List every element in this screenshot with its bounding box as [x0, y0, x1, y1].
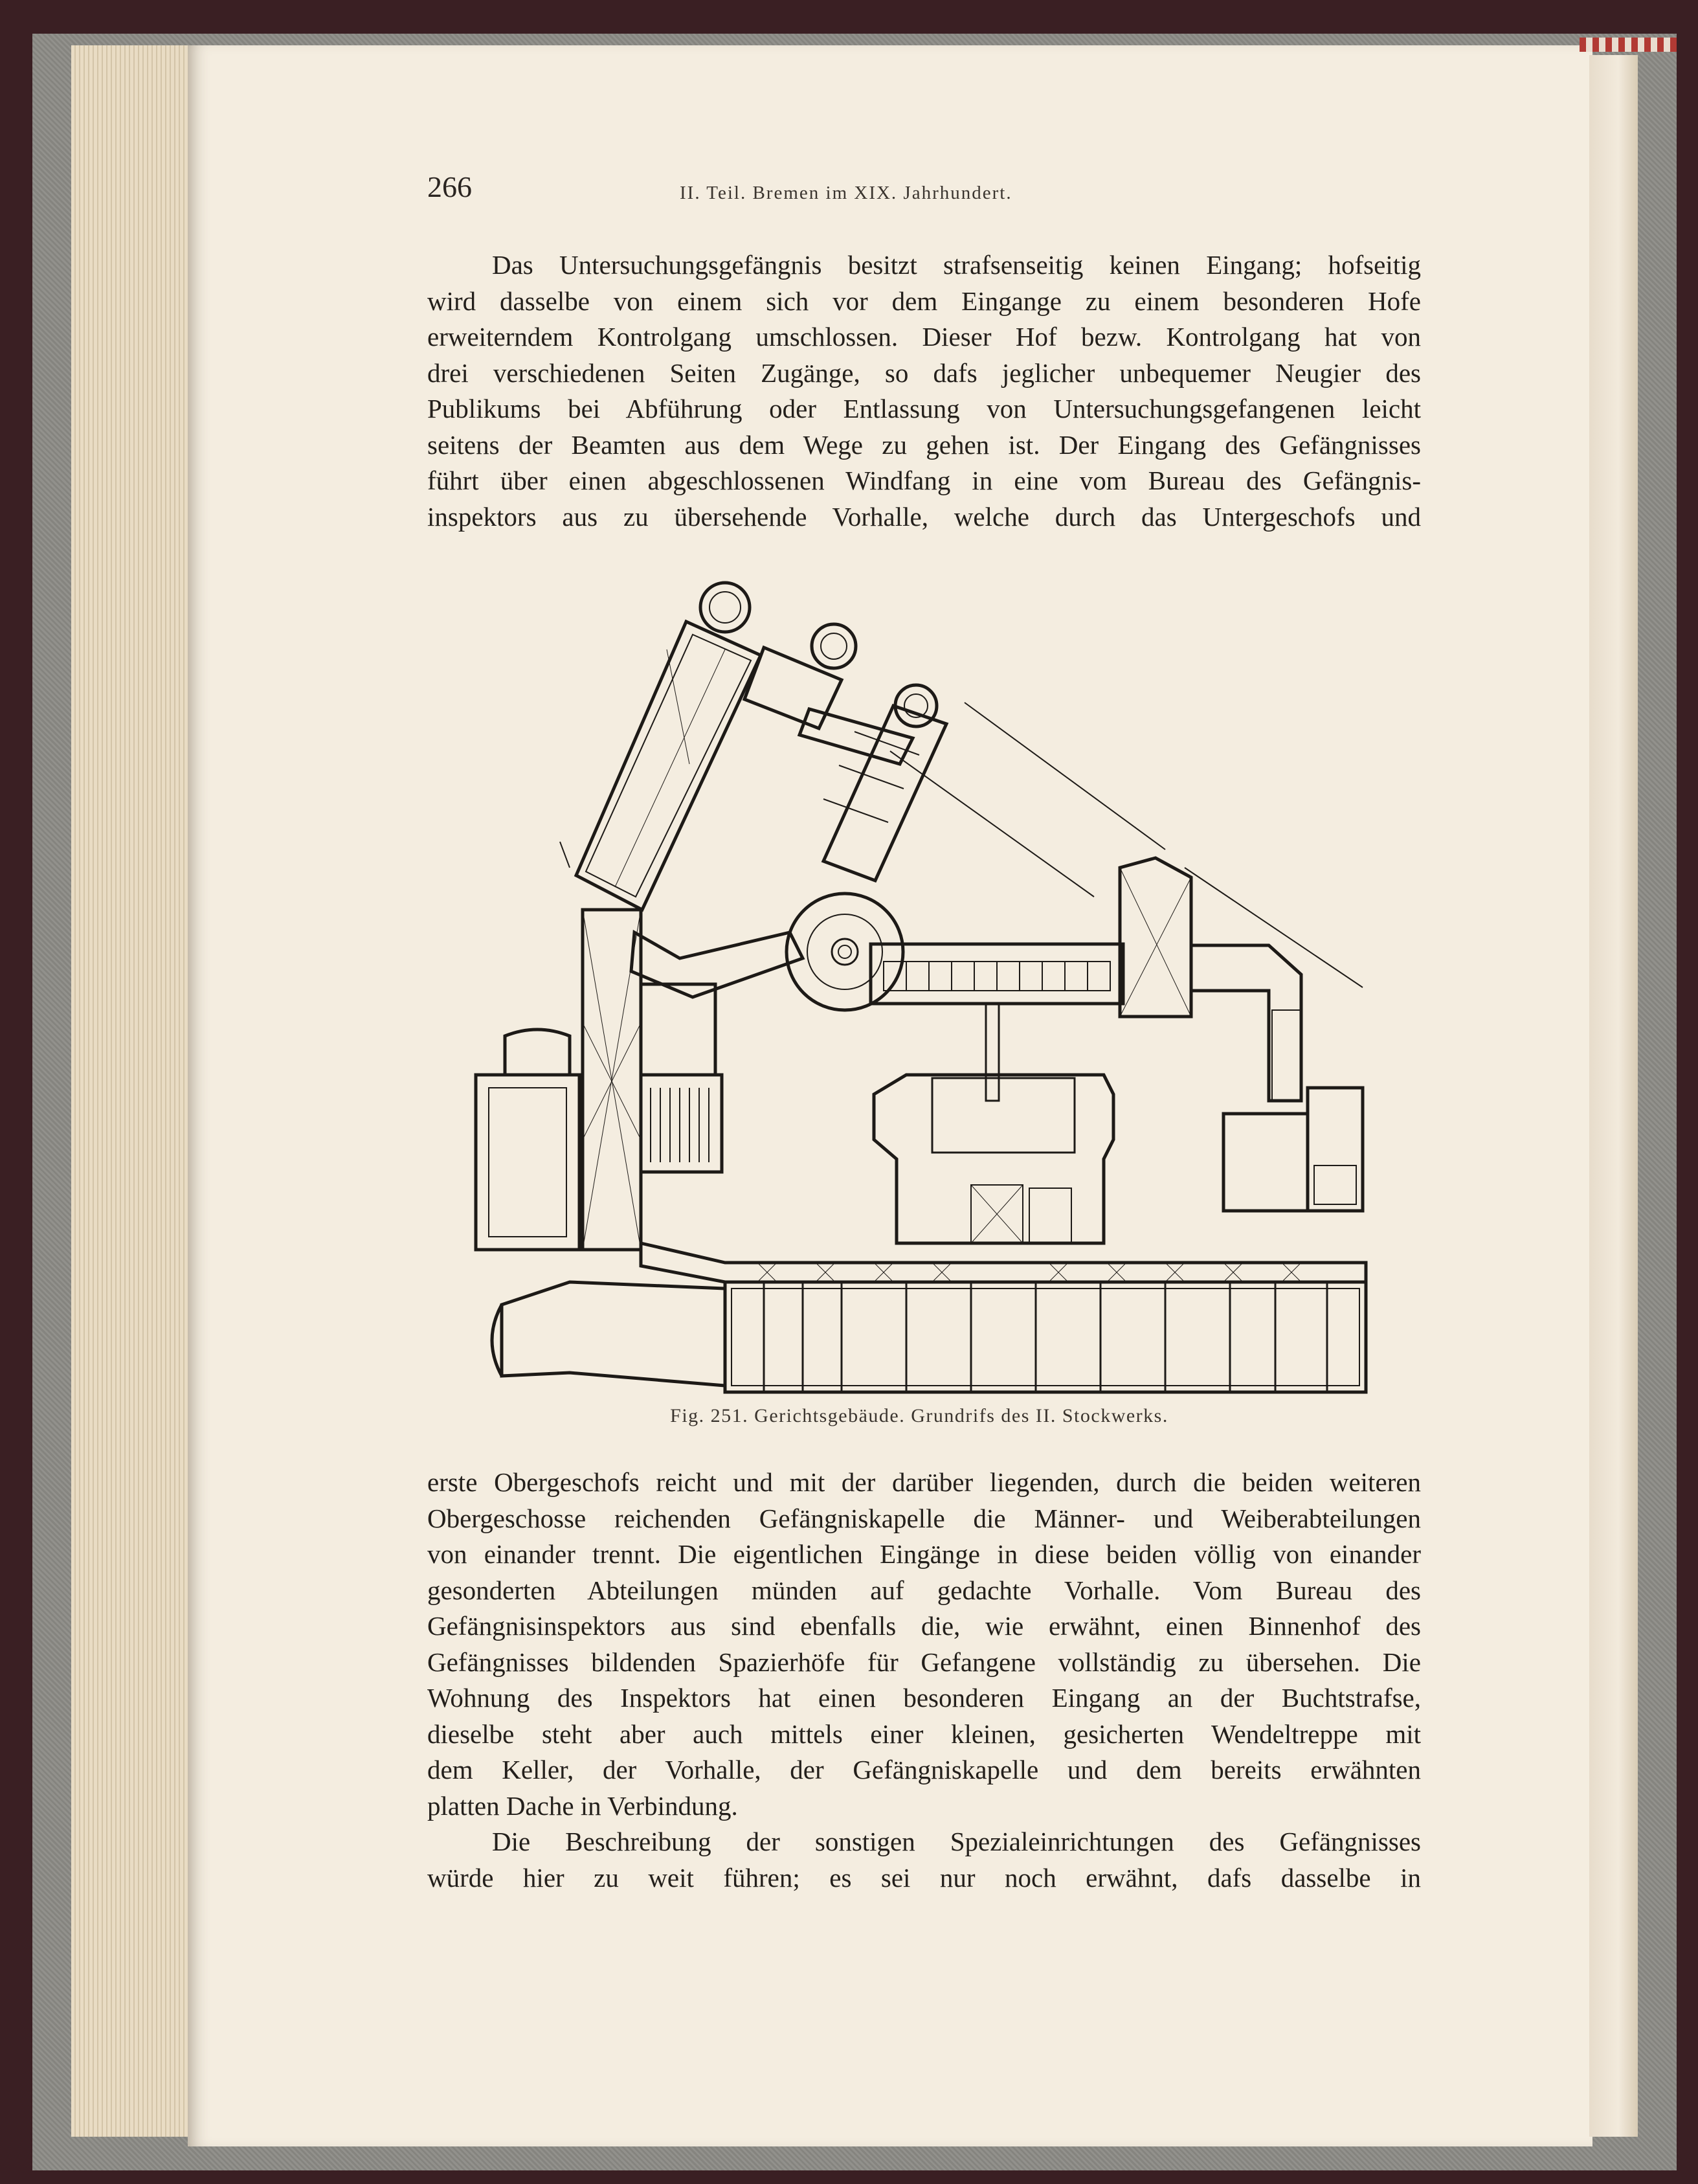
floor-plan-drawing	[466, 570, 1372, 1399]
page-number: 266	[427, 170, 472, 203]
text-line: wird dasselbe von einem sich vor dem Eingange zu einem besonderen Hofe	[427, 286, 1421, 316]
text-line: Das Untersuchungsgefängnis besitzt strafsenseitig keinen Eingang; hofseitig	[492, 250, 1421, 280]
text-line: erste Obergeschofs reicht und mit der darüber liegenden, durch die beiden weiteren	[427, 1467, 1421, 1497]
figure-caption: Fig. 251. Gerichtsgebäude. Grundrifs des II. Stockwerks.	[670, 1405, 1168, 1426]
text-line: Publikums bei Abführung oder Entlassung von Untersuchungsgefangenen leicht	[427, 394, 1421, 423]
text-line: Wohnung des Inspektors hat einen besonderen Eingang an der Buchtstrafse,	[427, 1683, 1421, 1713]
text-line: Obergeschosse reichenden Gefängniskapelle die Männer- und Weiberabteilungen	[427, 1503, 1421, 1533]
text-line: platten Dache in Verbindung.	[427, 1790, 738, 1821]
text-line: inspektors aus zu übersehende Vorhalle, welche durch das Untergeschofs und	[427, 501, 1421, 532]
text-line: dieselbe steht aber auch mittels einer kleinen, gesicherten Wendeltreppe mit	[427, 1718, 1421, 1749]
text-line: Gefängnisinspektors aus sind ebenfalls die, wie erwähnt, einen Binnenhof des	[427, 1611, 1421, 1641]
text-line: würde hier zu weit führen; es sei nur noch erwähnt, dafs dasselbe in	[427, 1862, 1421, 1893]
right-page-edge	[1589, 55, 1638, 2137]
text-line: drei verschiedenen Seiten Zugänge, so dafs jeglicher unbequemer Neugier des	[427, 357, 1421, 388]
floor-plan-figure	[466, 570, 1372, 1399]
paragraph-2	[427, 1465, 1421, 1896]
text-line: seitens der Beamten aus dem Wege zu gehen ist. Der Eingang des Gefängnisses	[427, 429, 1421, 460]
text-line: Gefängnisses bildenden Spazierhöfe für Gefangene vollständig zu übersehen. Die	[427, 1647, 1421, 1677]
page-edges	[71, 45, 201, 2137]
text-line: gesonderten Abteilungen münden auf gedachte Vorhalle. Vom Bureau des	[427, 1575, 1421, 1605]
running-title: II. Teil. Bremen im XIX. Jahrhundert.	[680, 183, 1012, 203]
paragraph-1	[427, 247, 1421, 535]
text-line: dem Keller, der Vorhalle, der Gefängniskapelle und dem bereits erwähnten	[427, 1755, 1421, 1784]
headband	[1580, 38, 1677, 52]
text-line: führt über einen abgeschlossenen Windfang in eine vom Bureau des Gefängnis-	[427, 466, 1421, 495]
text-line: erweiterndem Kontrolgang umschlossen. Dieser Hof bezw. Kontrolgang hat von	[427, 322, 1421, 352]
text-line: von einander trennt. Die eigentlichen Eingänge in diese beiden völlig von einander	[427, 1539, 1421, 1569]
text-line: Die Beschreibung der sonstigen Spezialeinrichtungen des Gefängnisses	[492, 1827, 1421, 1856]
running-head	[427, 170, 1437, 208]
